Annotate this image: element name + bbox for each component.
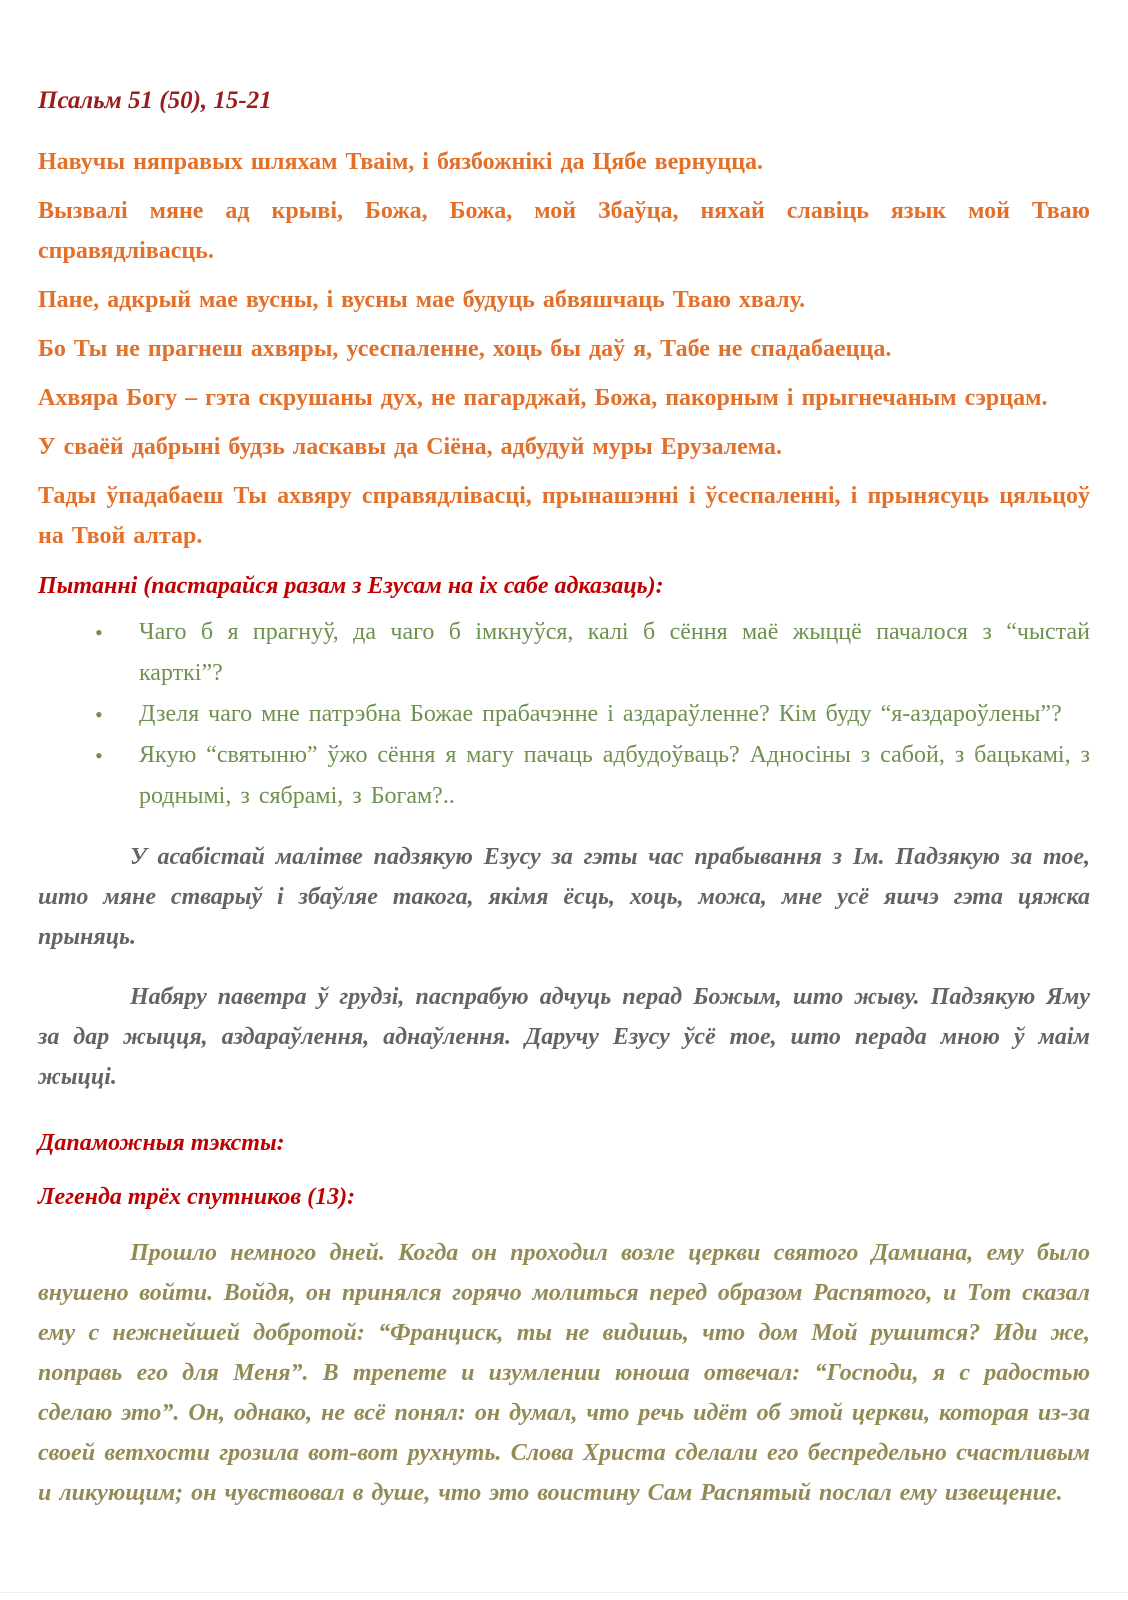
- legend-paragraph: Прошло немного дней. Когда он проходил возле церкви святого Дамиана, ему было внушено войти. Войдя, он принялся горячо молиться перед образом Распятого, и Тот сказал ему с нежнейшей добротой: “Франциск, ты не видишь, что дом Мой рушится? Иди же, поправь его для Меня”. В трепете и изумлении юноша отвечал: “Господи, я с радостью сделаю это”. Он, однако, не всё понял: он думал, что речь идёт об этой церкви, которая из-за своей ветхости грозила вот-вот рухнуть. Слова Христа сделали его беспредельно счастливым и ликующим; он чувствовал в душе, что это воистину Сам Распятый послал ему извещение.: [38, 1240, 1090, 1506]
- questions-heading: Пытанні (пастарайся разам з Езусам на іх сабе адказаць):: [38, 573, 664, 599]
- meditation-paragraph: Набяру паветра ў грудзі, паспрабую адчуць перад Божым, што жыву. Падзякую Яму за дар жыцця, аздараўлення, аднаўлення. Даручу Езусу ўсё тое, што перада мною ў маім жыцці.: [38, 984, 1090, 1090]
- page-bottom-separator: [0, 1592, 1128, 1593]
- legend-heading: Легенда трёх спутников (13):: [38, 1184, 356, 1210]
- aux-texts-heading: Дапаможныя тэксты:: [38, 1130, 285, 1156]
- psalm-verse: Тады ўпадабаеш Ты ахвяру справядлівасці, прынашэнні і ўсеспаленні, і прынясуць цяльцоў на Твой алтар.: [38, 483, 1090, 549]
- bullet-icon: •: [95, 620, 103, 645]
- psalm-verse: Бо Ты не прагнеш ахвяры, усеспаленне, хоць бы даў я, Табе не спадабаецца.: [38, 336, 892, 362]
- bullet-icon: •: [95, 743, 103, 768]
- psalm-heading: Псальм 51 (50), 15-21: [38, 87, 272, 114]
- question-item: [95, 612, 1090, 694]
- question-text: Чаго б я прагнуў, да чаго б імкнуўся, калі б сёння маё жыццё пачалося з “чыстай карткі”?: [139, 619, 1090, 686]
- psalm-verse: Ахвяра Богу – гэта скрушаны дух, не пагарджай, Божа, пакорным і прыгнечаным сэрцам.: [38, 385, 1048, 411]
- psalm-verse: У сваёй дабрыні будзь ласкавы да Сіёна, адбудуй муры Ерузалема.: [38, 434, 782, 460]
- question-item: [95, 735, 1090, 817]
- psalm-verse: Вызвалі мяне ад крыві, Божа, Божа, мой Збаўца, няхай славіць язык мой Тваю справядлівасць.: [38, 198, 1090, 264]
- question-text: Дзеля чаго мне патрэбна Божае прабачэнне і аздараўленне? Кім буду “я-аздароўлены”?: [139, 701, 1062, 727]
- meditation-paragraph: У асабістай малітве падзякую Езусу за гэты час прабывання з Ім. Падзякую за тое, што мяне стварыў і збаўляе такога, якімя ёсць, хоць, можа, мне усё яшчэ гэта цяжка прыняць.: [38, 844, 1090, 950]
- question-text: Якую “святыню” ўжо сёння я магу пачаць адбудоўваць? Адносіны з сабой, з бацькамі, з роднымі, з сябрамі, з Богам?..: [139, 742, 1090, 809]
- psalm-verse: Навучы няправых шляхам Тваім, і бязбожнікі да Цябе вернуцца.: [38, 149, 764, 175]
- question-item: [95, 694, 1090, 735]
- questions-list: [38, 612, 1090, 817]
- bullet-icon: •: [95, 702, 103, 727]
- psalm-verse: Пане, адкрый мае вусны, і вусны мае будуць абвяшчаць Тваю хвалу.: [38, 287, 806, 313]
